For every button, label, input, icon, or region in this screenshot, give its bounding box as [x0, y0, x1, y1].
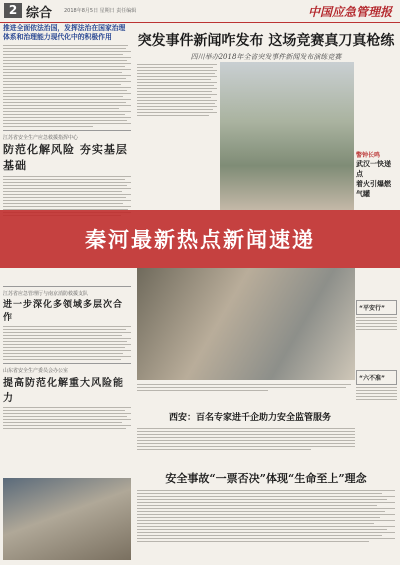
bottom-left-photo [3, 478, 131, 560]
mid-kicker: 江苏省安全生产应急救援指挥中心 [3, 135, 79, 141]
bottom-left-headline: 提高防范化解重大风险能力 [3, 378, 124, 404]
story-body [137, 426, 355, 452]
page-number: 2 [4, 3, 22, 18]
right-box-2: “六不准” [356, 370, 397, 385]
page-header [0, 0, 400, 23]
right-box-1: “平安行” [356, 300, 397, 315]
main-story [135, 24, 397, 62]
right-headline-line-2: 着火引爆燃气罐 [356, 179, 391, 198]
bottom-story-body [137, 488, 395, 544]
main-subhead: 四川举办2018年全省突发事件新闻发布演练竞赛 [190, 53, 342, 61]
main-story-body [137, 62, 217, 118]
mid-headline: 防范化解风险 夯实基层基础 [3, 143, 128, 172]
right-boxes [356, 300, 397, 402]
cooperation-headline: 进一步深化多领域多层次合作 [3, 300, 124, 323]
section-name: 综合 [26, 6, 53, 21]
lead-article-body [3, 45, 131, 127]
header-meta: 2018年8月5日 星期日 责任编辑 [64, 8, 137, 14]
top-news-photo [220, 62, 354, 210]
cooperation-article-body [3, 326, 131, 360]
photo-caption [137, 382, 355, 393]
overlay-banner[interactable] [0, 210, 400, 268]
lead-headline-line-2: 体系和治理能力现代化中的积极作用 [3, 32, 112, 41]
overlay-banner-text: 秦河最新热点新闻速递 [85, 228, 315, 252]
right-column [356, 150, 397, 199]
right-box-2-body [356, 387, 397, 400]
bottom-left-article-body [3, 407, 131, 429]
bottom-kicker: 山东省安全生产委员会办公室 [3, 368, 69, 374]
rescue-drill-photo [137, 268, 355, 380]
right-headline-line-1: 武汉一快递点 [356, 159, 391, 178]
right-box-1-body [356, 317, 397, 330]
bottom-headline: 安全事故“一票否决”体现“生命至上”理念 [165, 472, 367, 485]
cooperation-kicker: 江苏省应急管理厅与南京消防救援支队 [3, 291, 89, 297]
main-headline: 突发事件新闻咋发布 这场竞赛真刀真枪练 [137, 33, 395, 49]
story-headline: 西安：百名专家进千企助力安全监管服务 [168, 413, 331, 423]
lead-headline-line-1: 推进全面依法治国，发挥法治在国家治理 [3, 24, 126, 32]
newspaper-masthead: 中国应急管理报 [307, 5, 392, 19]
section-tag: 警钟长鸣 [356, 152, 381, 159]
